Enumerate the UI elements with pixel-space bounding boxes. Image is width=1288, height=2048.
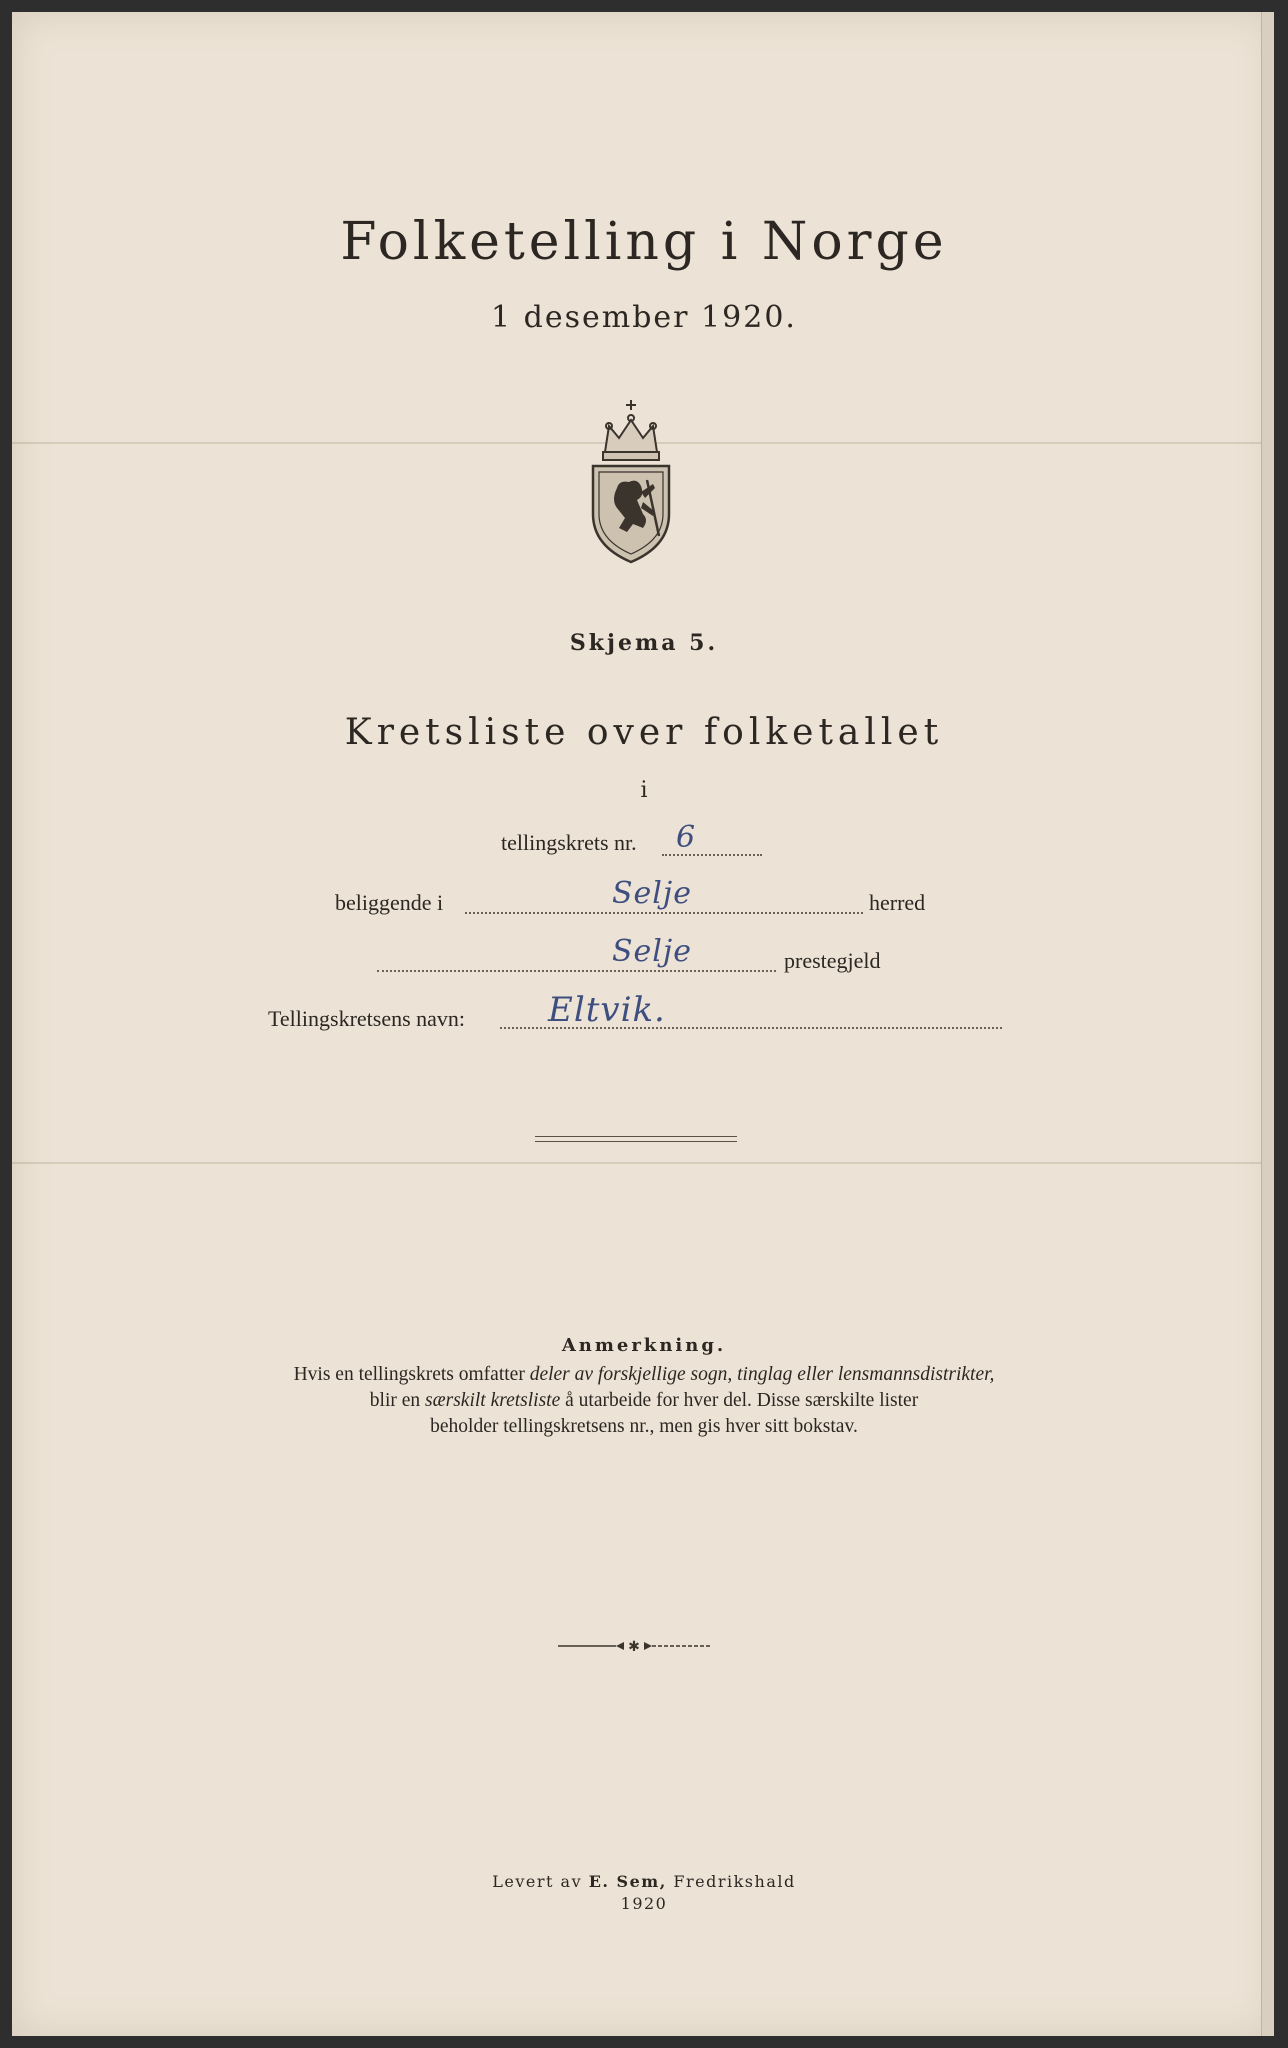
district-number-value: 6 <box>676 820 697 855</box>
municipality-field-line <box>465 912 863 914</box>
parish-field-line <box>377 970 776 972</box>
note-line-3: beholder tellingskretsens nr., men gis hver sitt bokstav. <box>430 1416 858 1437</box>
municipality-value: Selje <box>612 876 692 911</box>
note-text: å utarbeide for hver del. Disse særskilte lister <box>560 1390 919 1411</box>
note-text: Hvis en tellingskrets omfatter <box>293 1364 530 1385</box>
fold-line <box>12 1162 1274 1164</box>
district-name-value: Eltvik. <box>548 990 666 1030</box>
printer-credit <box>0 1872 1288 1891</box>
printer-city: Fredrikshald <box>666 1872 796 1891</box>
district-name-label: Tellingskretsens navn: <box>268 1006 466 1031</box>
note-text: blir en <box>369 1390 426 1411</box>
note-line-1 <box>0 1364 1288 1386</box>
norwegian-coat-of-arms-icon <box>583 396 679 566</box>
note-emphasis: deler av forskjellige sogn, tinglag eller lensmannsdistrikter, <box>529 1364 995 1385</box>
printer-text: Levert av <box>492 1872 589 1891</box>
located-in-label: beliggende i <box>335 890 444 915</box>
printer-year: 1920 <box>620 1894 668 1913</box>
ornament-divider-icon <box>556 1636 712 1656</box>
preposition-text: i <box>640 778 648 803</box>
note-line-2 <box>0 1390 1288 1412</box>
municipality-suffix: herred <box>869 890 926 915</box>
parish-suffix: prestegjeld <box>784 948 881 973</box>
district-number-label: tellingskrets nr. <box>501 830 637 855</box>
divider-rule <box>535 1136 737 1142</box>
page-title: Folketelling i Norge <box>340 212 948 272</box>
parish-value: Selje <box>612 934 692 969</box>
svg-text:✱: ✱ <box>628 1639 640 1655</box>
note-heading: Anmerkning. <box>561 1335 727 1356</box>
schema-label: Skjema 5. <box>569 630 719 656</box>
census-date: 1 desember 1920. <box>491 300 797 335</box>
list-title: Kretsliste over folketallet <box>344 712 944 753</box>
printer-name: E. Sem, <box>588 1872 667 1891</box>
note-emphasis: særskilt kretsliste <box>425 1390 561 1411</box>
